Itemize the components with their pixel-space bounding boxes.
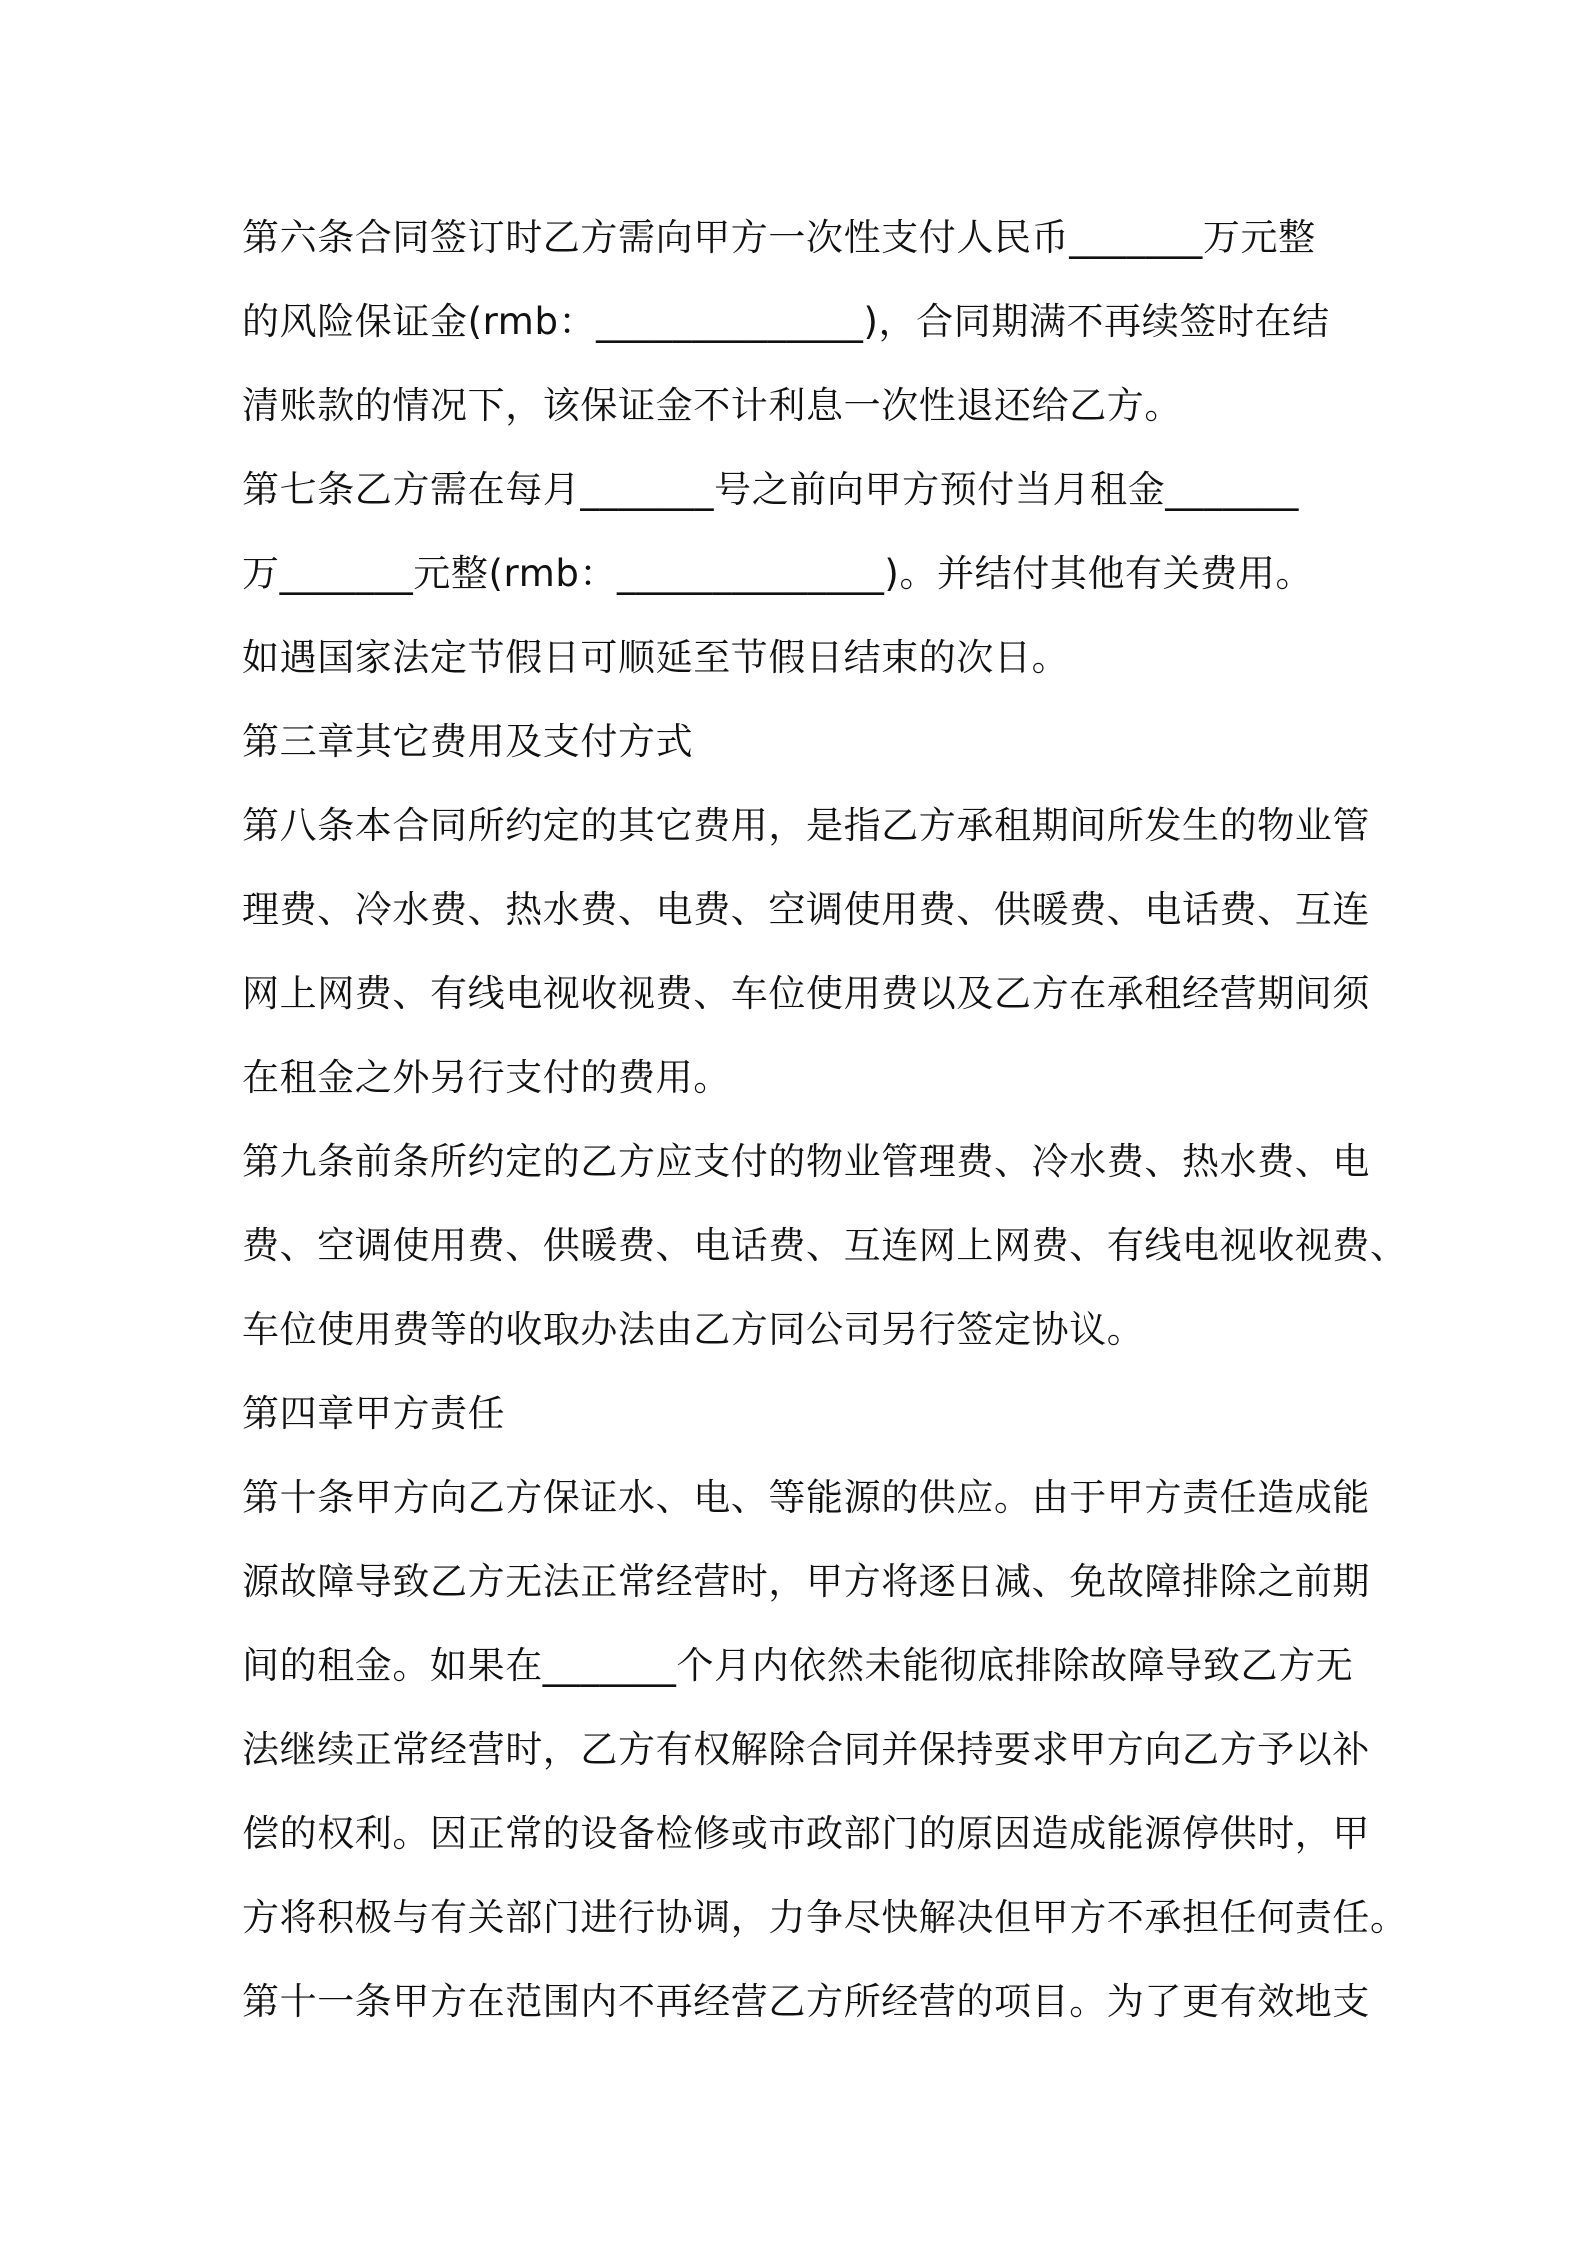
text-line: 第九条前条所约定的乙方应支付的物业管理费、冷水费、热水费、电 [242,1140,1370,1183]
text-line: 第七条乙方需在每月_______号之前向甲方预付当月租金_______ [242,468,1299,511]
text-line: 源故障导致乙方无法正常经营时，甲方将逐日减、免故障排除之前期 [242,1560,1370,1603]
text-line: 在租金之外另行支付的费用。 [242,1056,731,1099]
text-line: 网上网费、有线电视收视费、车位使用费以及乙方在承租经营期间须 [242,972,1370,1015]
text-line: 万_______元整(rmb：______________)。并结付其他有关费用。 [242,552,1314,595]
text-line: 第六条合同签订时乙方需向甲方一次性支付人民币_______万元整 [242,216,1316,259]
text-line: 的风险保证金(rmb：______________)，合同期满不再续签时在结 [242,300,1330,343]
text-line: 如遇国家法定节假日可顺延至节假日结束的次日。 [242,636,1070,679]
text-line: 法继续正常经营时，乙方有权解除合同并保持要求甲方向乙方予以补 [242,1728,1370,1771]
text-line: 清账款的情况下，该保证金不计利息一次性退还给乙方。 [242,384,1182,427]
chapter-heading: 第三章其它费用及支付方式 [242,720,694,763]
document-body [242,196,1408,2044]
text-line: 第十条甲方向乙方保证水、电、等能源的供应。由于甲方责任造成能 [242,1476,1370,1519]
chapter-heading: 第四章甲方责任 [242,1392,506,1435]
text-line: 理费、冷水费、热水费、电费、空调使用费、供暖费、电话费、互连 [242,888,1370,931]
text-line: 偿的权利。因正常的设备检修或市政部门的原因造成能源停供时，甲 [242,1812,1370,1855]
text-line: 第八条本合同所约定的其它费用，是指乙方承租期间所发生的物业管 [242,804,1370,847]
text-line: 第十一条甲方在范围内不再经营乙方所经营的项目。为了更有效地支 [242,1980,1370,2023]
text-line: 费、空调使用费、供暖费、电话费、互连网上网费、有线电视收视费、 [242,1224,1408,1267]
text-line: 间的租金。如果在_______个月内依然未能彻底排除故障导致乙方无 [242,1644,1354,1687]
text-line: 方将积极与有关部门进行协调，力争尽快解决但甲方不承担任何责任。 [242,1896,1408,1939]
text-line: 车位使用费等的收取办法由乙方同公司另行签定协议。 [242,1308,1145,1351]
